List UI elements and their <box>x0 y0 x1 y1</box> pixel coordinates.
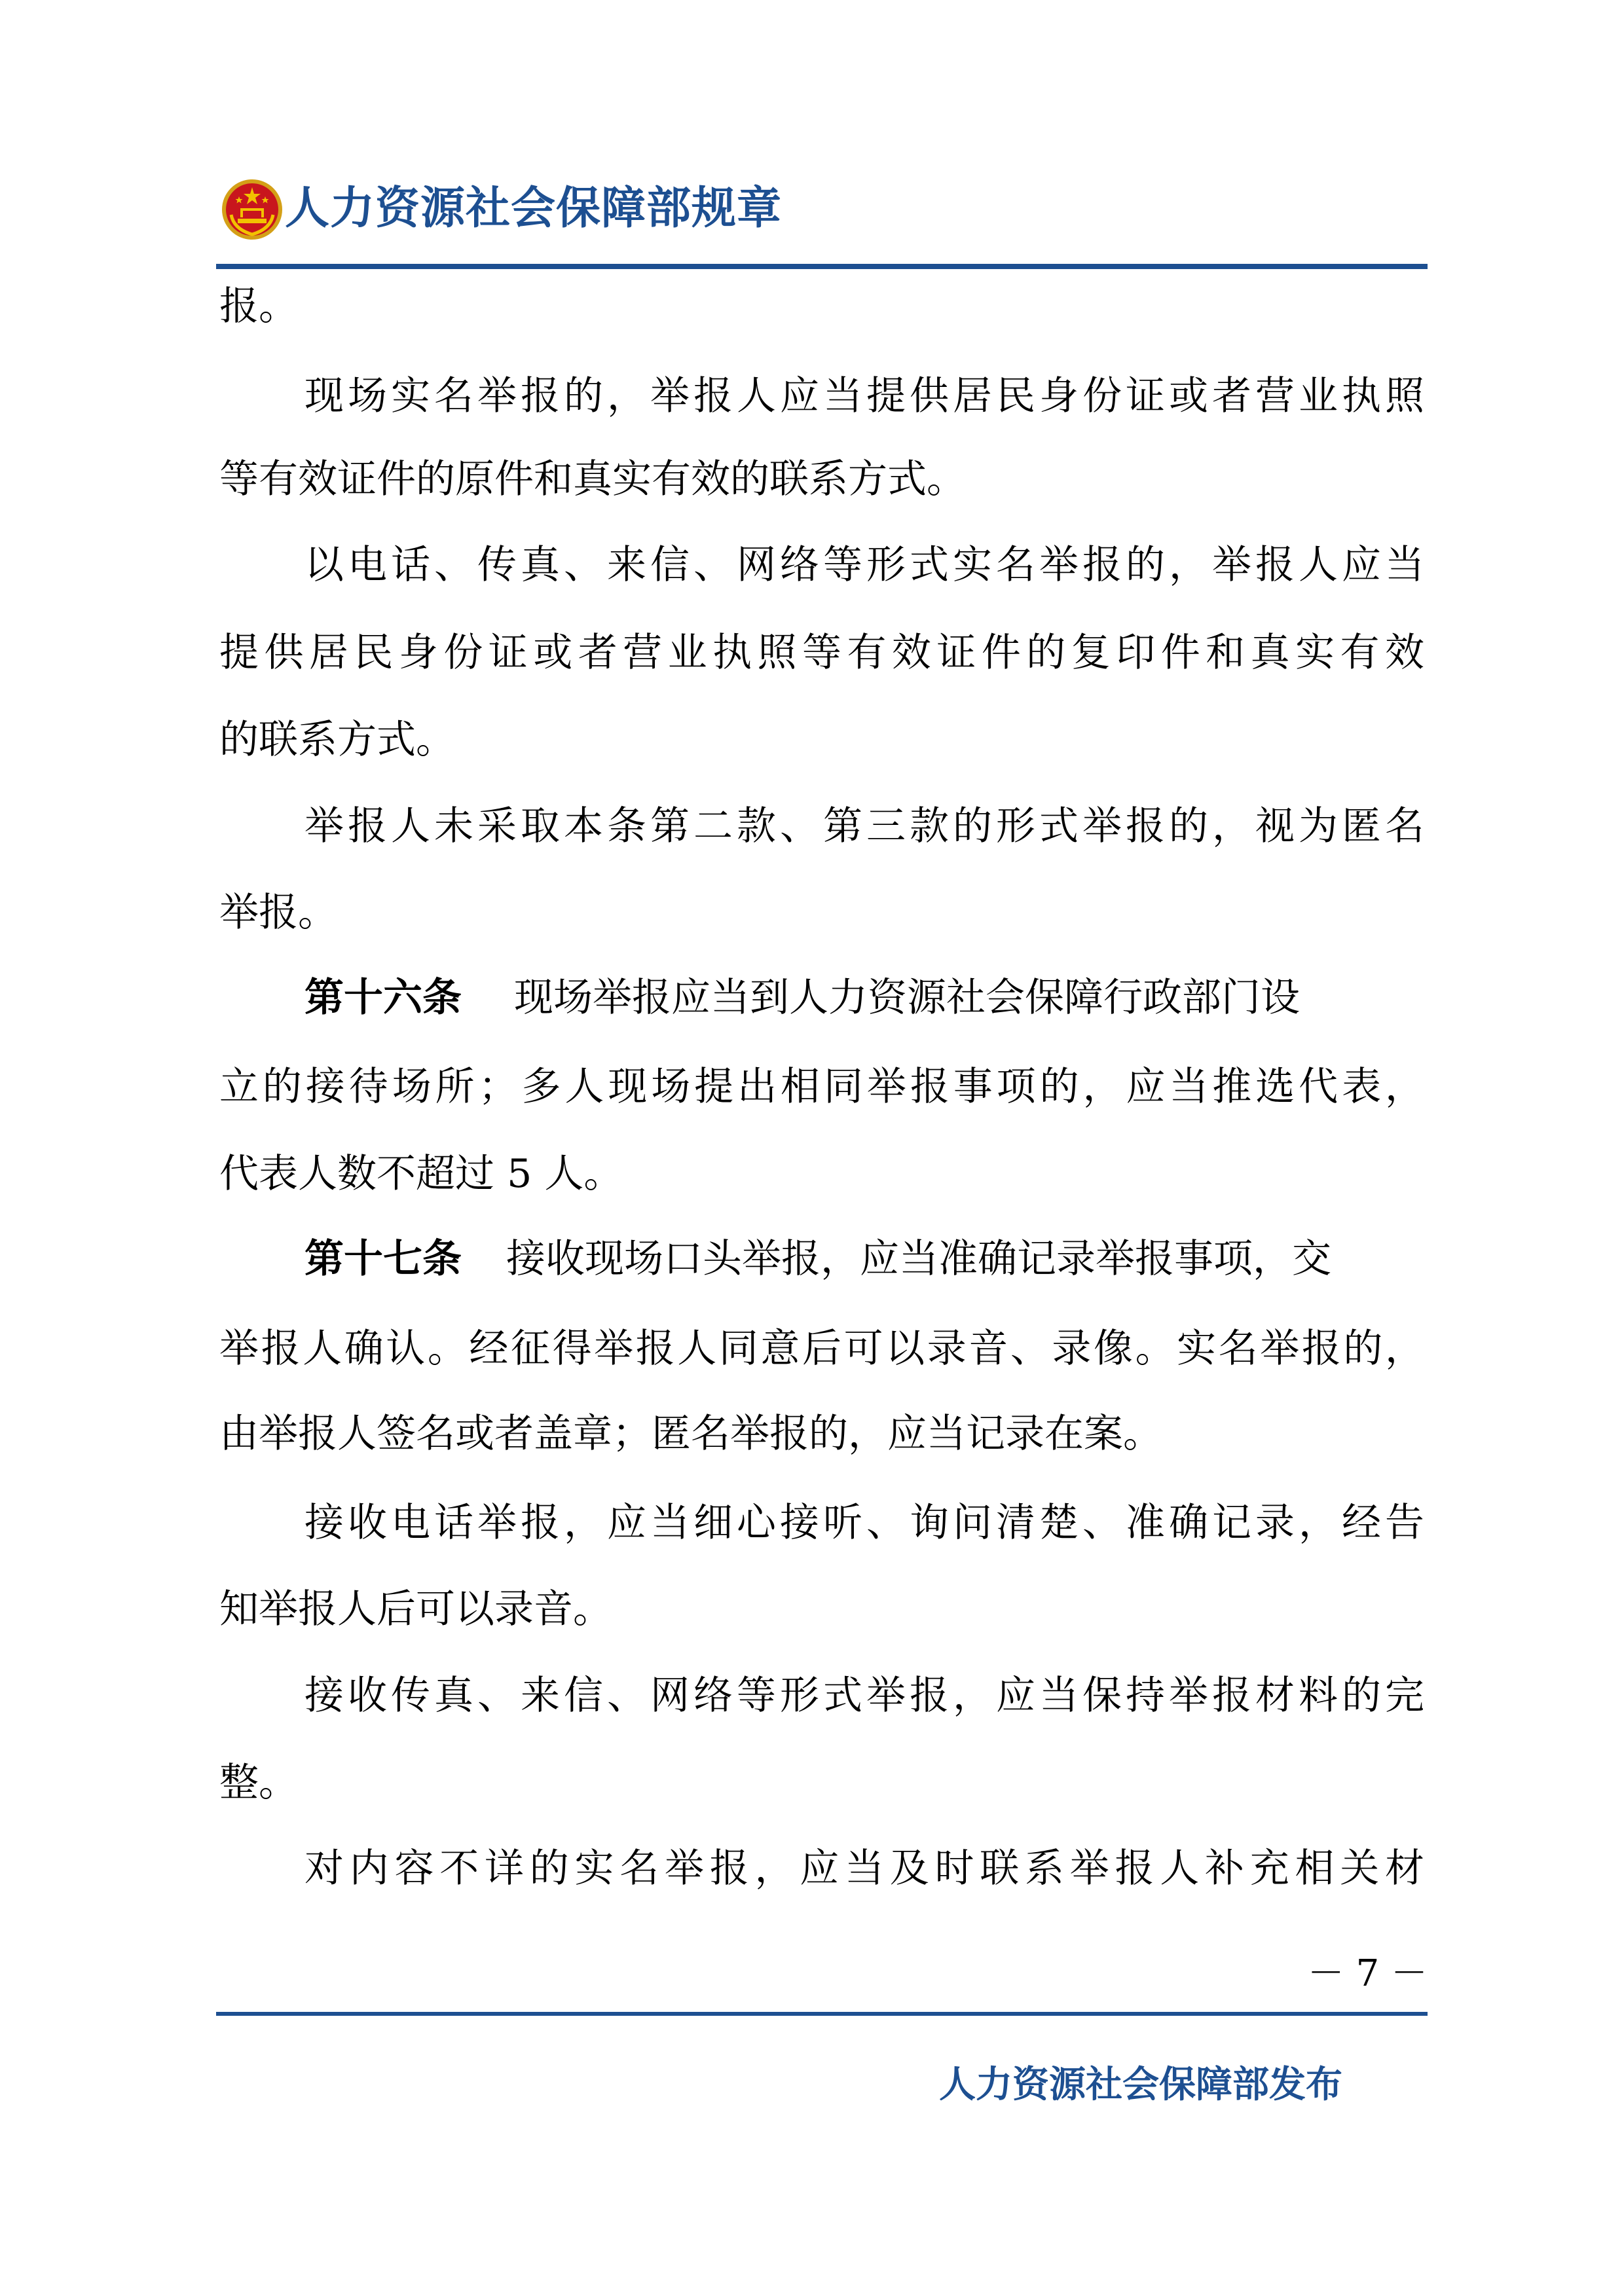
text-line: 由举报人签名或者盖章；匿名举报的，应当记录在案。 <box>219 1411 1162 1457</box>
text-line: 报。 <box>219 283 298 329</box>
text-line: 接收电话举报，应当细心接听、询问清楚、准确记录，经告 <box>304 1500 1424 1546</box>
text-line: 接收传真、来信、网络等形式举报，应当保持举报材料的完 <box>304 1673 1424 1719</box>
national-emblem-icon <box>219 177 285 242</box>
text-line: 举报人确认。经征得举报人同意后可以录音、录像。实名举报的， <box>219 1326 1424 1372</box>
text-line: 知举报人后可以录音。 <box>219 1586 612 1632</box>
text-line: 的联系方式。 <box>219 717 455 763</box>
article-line <box>304 1233 1424 1285</box>
article-text: 现场举报应当到人力资源社会保障行政部门设 <box>514 975 1300 1021</box>
header-divider <box>216 264 1428 269</box>
header-title: 人力资源社会保障部规章 <box>285 183 783 234</box>
text-line: 对内容不详的实名举报，应当及时联系举报人补充相关材 <box>304 1846 1424 1891</box>
footer-publisher: 人力资源社会保障部发布 <box>939 2064 1342 2106</box>
text-line: 代表人数不超过 5 人。 <box>219 1151 623 1197</box>
footer-divider <box>216 2012 1428 2016</box>
text-line: 举报。 <box>219 890 337 936</box>
text-line: 现场实名举报的，举报人应当提供居民身份证或者营业执照 <box>304 373 1424 419</box>
article-heading: 第十七条 <box>304 1236 462 1282</box>
text-line: 举报人未采取本条第二款、第三款的形式举报的，视为匿名 <box>304 803 1424 849</box>
text-line: 以电话、传真、来信、网络等形式实名举报的，举报人应当 <box>304 542 1424 588</box>
text-line: 立的接待场所；多人现场提出相同举报事项的，应当推选代表， <box>219 1064 1424 1110</box>
document-header <box>219 177 1431 255</box>
page-number: － 7 － <box>1307 1952 1428 1995</box>
text-line: 提供居民身份证或者营业执照等有效证件的复印件和真实有效 <box>219 630 1424 676</box>
text-line: 整。 <box>219 1760 298 1806</box>
article-text: 接收现场口头举报，应当准确记录举报事项，交 <box>506 1236 1331 1282</box>
article-heading: 第十六条 <box>304 975 462 1021</box>
text-line: 等有效证件的原件和真实有效的联系方式。 <box>219 456 966 502</box>
article-line <box>304 972 1424 1024</box>
